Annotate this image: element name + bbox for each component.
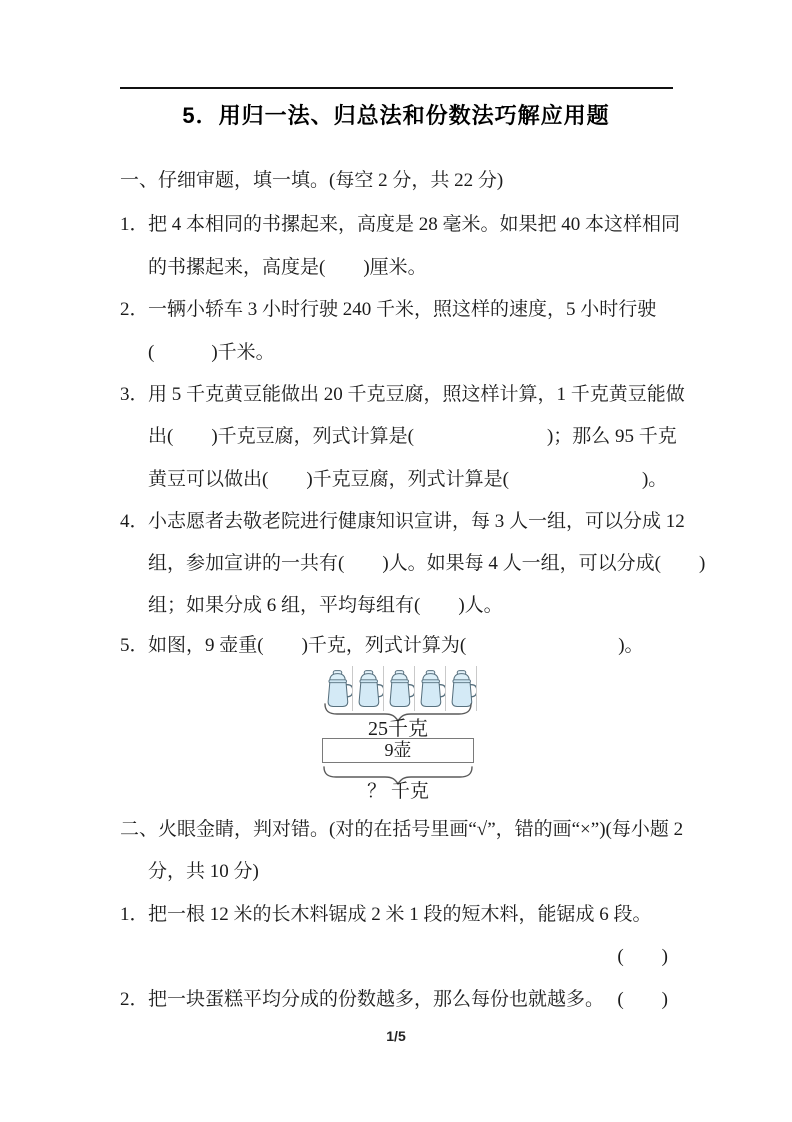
s1-q3-line3: 黄豆可以做出( )千克豆腐，列式计算是( )。 (148, 469, 668, 490)
s2-q1-line1 (120, 902, 680, 928)
page-number: 1/5 (386, 1028, 406, 1044)
s1-q3-line2: 出( )千克豆腐，列式计算是( )；那么 95 千克 (148, 426, 677, 447)
kettles-weight-label: 25千克 (368, 718, 428, 740)
s1-q3-text1: 用 5 千克黄豆能做出 20 千克豆腐，照这样计算，1 千克黄豆能做 (148, 384, 685, 405)
header-rule (120, 87, 673, 89)
s1-q2-line2: ( )千米。 (148, 342, 275, 363)
s1-q4-line2: 组，参加宣讲的一共有( )人。如果每 4 人一组，可以分成( ) (148, 553, 706, 574)
section2-heading-line2: 分，共 10 分) (148, 861, 259, 882)
s1-q1-line1 (120, 212, 680, 238)
s1-q1-text1: 把 4 本相同的书摞起来，高度是 28 毫米。如果把 40 本这样相同 (148, 214, 681, 235)
page-title: 5．用归一法、归总法和份数法巧解应用题 (182, 103, 610, 128)
s1-q2-text1: 一辆小轿车 3 小时行驶 240 千米，照这样的速度，5 小时行驶 (148, 299, 657, 320)
s1-q2-line1 (120, 297, 680, 323)
s1-q4-text1: 小志愿者去敬老院进行健康知识宣讲，每 3 人一组，可以分成 12 (148, 511, 685, 532)
s2-q1-number: 1． (120, 904, 149, 925)
s1-q1-number: 1． (120, 214, 149, 235)
s1-q5-number: 5． (120, 635, 149, 656)
s1-q4-line1 (120, 509, 685, 535)
s2-q2-number: 2． (120, 989, 149, 1010)
s1-q5-text1: 如图，9 壶重( )千克，列式计算为( )。 (148, 635, 644, 656)
s1-q3-line1 (120, 382, 685, 408)
s2-q2-line1 (120, 987, 668, 1013)
section1-heading: 一、仔细审题，填一填。(每空 2 分，共 22 分) (120, 170, 504, 191)
s1-q3-number: 3． (120, 384, 149, 405)
s1-q2-number: 2． (120, 299, 149, 320)
s2-q2-text1: 把一块蛋糕平均分成的份数越多，那么每份也就越多。 (148, 989, 605, 1010)
s1-q5-line1 (120, 633, 680, 659)
nine-kettles-box: 9壶 (322, 738, 474, 763)
s1-q4-line3: 组；如果分成 6 组，平均每组有( )人。 (148, 595, 503, 616)
s1-q4-number: 4． (120, 511, 149, 532)
section2-heading-line1: 二、火眼金睛，判对错。(对的在括号里画“√”，错的画“×”)(每小题 2 (120, 819, 684, 840)
s2-q2-answer-bracket: ( ) (617, 989, 668, 1010)
unknown-weight-label: ？ 千克 (367, 781, 429, 802)
s2-q1-text1: 把一根 12 米的长木料锯成 2 米 1 段的短木料，能锯成 6 段。 (148, 904, 652, 925)
s2-q1-answer-bracket: ( ) (617, 946, 668, 967)
s1-q1-line2: 的书摞起来，高度是( )厘米。 (148, 257, 427, 278)
